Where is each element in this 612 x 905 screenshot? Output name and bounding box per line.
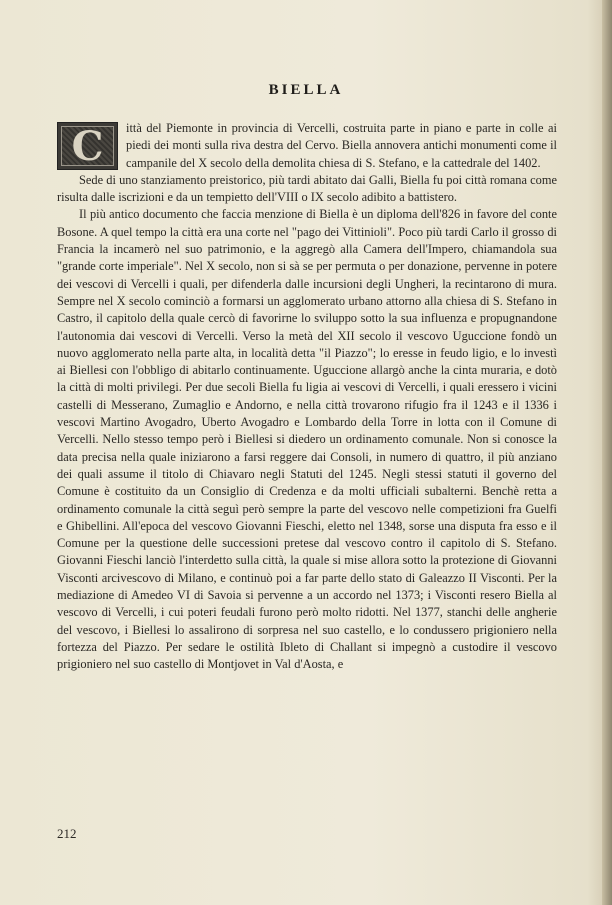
article-body [57,120,557,674]
page-title: BIELLA [268,82,344,98]
drop-cap-ornament [57,122,118,170]
paragraph-2: Sede di uno stanziamento preistorico, più tardi abitato dai Galli, Biella fu poi città romana come risulta dalle iscrizioni e da un tempietto dell'VIII o IX secolo adibito a battistero. [57,172,557,205]
paragraph-3: Il più antico documento che faccia menzione di Biella è un diploma dell'826 in favore del conte Bosone. A quel tempo la città era una corte nel "pago dei Vittinioli". Poco più tardi Carlo il grosso di Francia la incamerò nel suo patrimonio, e la aggregò alla Camera dell'Impero, chiamandola sua "grande corte imperiale". Nel X secolo, non si sà se per permuta o per donazione, pervenne in potere dei vescovi di Vercelli i quali, per difenderla dalle incursioni degli Ungheri, la recintarono di mura. Sempre nel X secolo cominciò a formarsi un agglomerato urbano attorno alla chiesa di S. Stefano in Castro, il capitolo della quale cercò di favorirne lo sviluppo sotto la sua influenza e propugnandone l'autonomia dai vescovi di Vercelli. Verso la metà del XII secolo il vescovo Uguccione fondò un nuovo agglomerato nella parte alta, in località detta "il Piazzo"; lo eresse in feudo ligio, e lo investì ai Biellesi con l'obbligo di abitarlo continuamente. Uguccione allargò anche la cinta muraria, e dotò la città di molti privilegi. Per due secoli Biella fu ligia ai vescovi di Vercelli, i quali eressero i vicini castelli di Messerano, Zumaglio e Andorno, e nella città trovarono rifugio fra il 1243 e il 1336 i vescovi Martino Avogadro, Uberto Avogadro e Lombardo della Torre in lotta con il Comune di Vercelli. Nello stesso tempo però i Biellesi si diedero un ordinamento comunale. Non si conosce la data precisa nella quale iniziarono a farsi reggere dai Consoli, in numero di quattro, il più anziano dei quali assume il titolo di Chiavaro negli Statuti del 1245. Negli stessi statuti il governo del Comune è costituito da un Consiglio di Credenza e da molti ufficiali subalterni. Benchè retta a ordinamento comunale la città seguì però sempre la parte del vescovo nelle competizioni fra Guelfi e Ghibellini. All'epoca del vescovo Giovanni Fieschi, eletto nel 1348, sorse una disputa fra esso e il Comune per la questione delle successioni pretese dal vescovo contro il capitolo di S. Stefano. Giovanni Fieschi lanciò l'interdetto sulla città, la quale si mise allora sotto la protezione di Giovanni Visconti arcivescovo di Milano, e continuò poi a far parte dello stato di Galeazzo II Visconti. Per la mediazione di Amedeo VI di Savoia si pervenne a un accordo nel 1373; i Visconti resero Biella al vescovo di Vercelli, i cui poteri feudali furono però molto ridotti. Nel 1377, stanchi delle angherie del vescovo, i Biellesi lo assalirono di sorpresa nel suo castello, e lo condussero prigioniero nella fortezza del Piazzo. Per sedare le ostilità Ibleto di Challant si impegnò a custodire il vescovo prigioniero nel suo castello di Montjovet in Val d'Aosta, e [57,207,557,672]
page-edge-shadow [602,0,612,905]
paragraph-1-text: ittà del Piemonte in provincia di Vercelli, costruita parte in piano e parte in colle ai piedi dei monti sulla riva destra del Cervo. Biella annovera antichi monumenti come il campanile del X secolo della demolita chiesa di S. Stefano, e la cattedrale del 1402. [126,121,557,170]
paragraph-1 [57,120,557,172]
drop-cap-letter: C [71,123,104,170]
page-number: 212 [57,826,77,841]
